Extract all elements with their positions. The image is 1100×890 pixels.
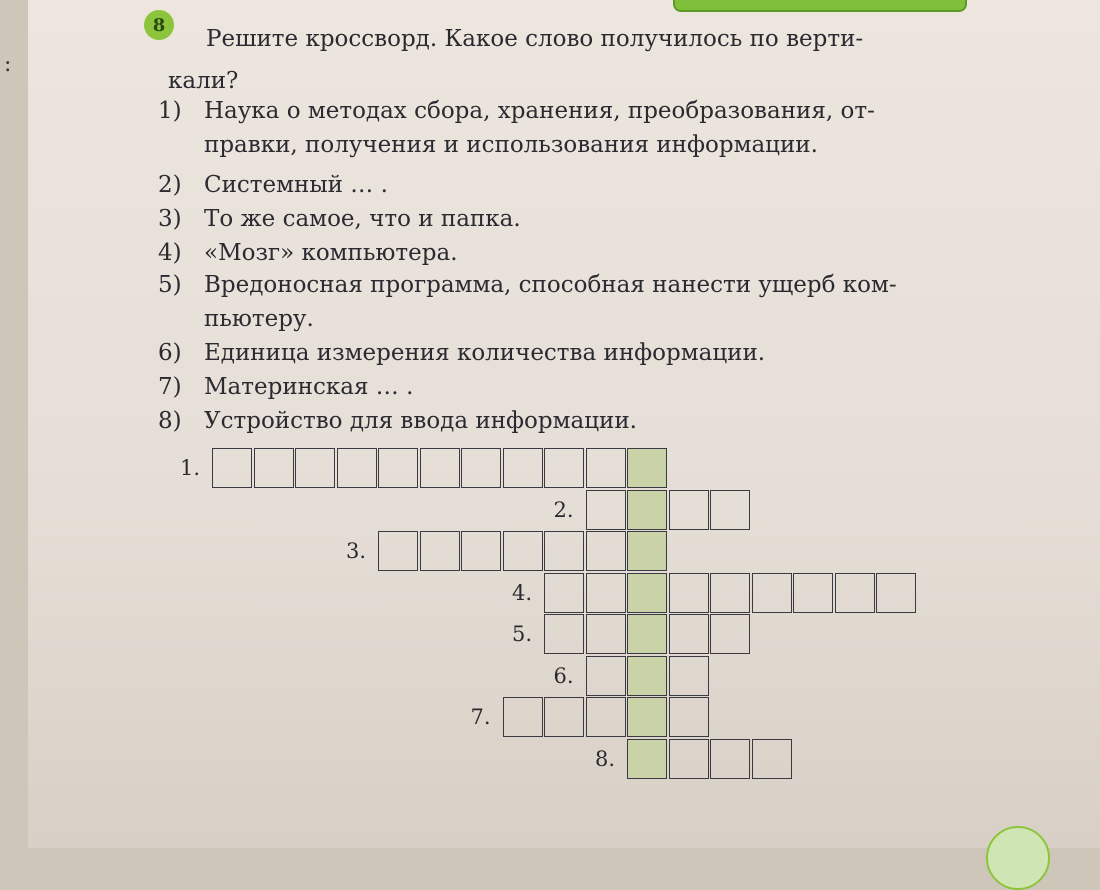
clue-number: 7) (158, 374, 182, 400)
crossword-cell[interactable] (503, 697, 543, 737)
crossword-cell[interactable] (752, 573, 792, 613)
crossword-cell[interactable] (835, 573, 875, 613)
crossword-key-cell[interactable] (627, 697, 667, 737)
clue-text: Системный … . (204, 172, 388, 198)
crossword-cell[interactable] (669, 490, 709, 530)
crossword-cell[interactable] (669, 573, 709, 613)
crossword-cell[interactable] (544, 614, 584, 654)
task-title-line-2: кали? (168, 68, 239, 94)
crossword-key-cell[interactable] (627, 656, 667, 696)
page-corner-decoration (986, 826, 1050, 890)
row-label: 6. (553, 663, 574, 688)
clue-text: Наука о методах сбора, хранения, преобразования, от- (204, 98, 875, 124)
clue-text: Материнская … . (204, 374, 414, 400)
crossword-key-cell[interactable] (627, 531, 667, 571)
crossword-cell[interactable] (586, 448, 626, 488)
row-label: 2. (553, 497, 574, 522)
textbook-page (28, 0, 1100, 848)
crossword-cell[interactable] (212, 448, 252, 488)
crossword-cell[interactable] (669, 656, 709, 696)
crossword-cell[interactable] (669, 614, 709, 654)
crossword-cell[interactable] (710, 739, 750, 779)
header-bar (673, 0, 967, 12)
crossword-cell[interactable] (420, 448, 460, 488)
row-label: 8. (595, 746, 616, 771)
crossword-key-cell[interactable] (627, 448, 667, 488)
crossword-key-cell[interactable] (627, 573, 667, 613)
crossword-cell[interactable] (876, 573, 916, 613)
crossword-cell[interactable] (710, 614, 750, 654)
clue-text: «Мозг» компьютера. (204, 240, 458, 266)
crossword-cell[interactable] (461, 531, 501, 571)
row-label: 1. (180, 456, 201, 480)
crossword-cell[interactable] (544, 531, 584, 571)
crossword-cell[interactable] (586, 697, 626, 737)
crossword-cell[interactable] (254, 448, 294, 488)
crossword-cell[interactable] (669, 697, 709, 737)
crossword-cell[interactable] (710, 490, 750, 530)
row-label: 4. (512, 580, 533, 605)
row-label: 5. (512, 622, 533, 646)
crossword-cell[interactable] (586, 490, 626, 530)
clue-number: 2) (158, 172, 182, 198)
crossword-cell[interactable] (544, 697, 584, 737)
clue-text: правки, получения и использования информации. (204, 132, 818, 158)
task-title-line-1: Решите кроссворд. Какое слово получилось по верти- (206, 26, 864, 52)
crossword-cell[interactable] (503, 448, 543, 488)
crossword-cell[interactable] (586, 656, 626, 696)
task-number-badge: 8 (144, 10, 174, 40)
crossword-cell[interactable] (461, 448, 501, 488)
crossword-cell[interactable] (669, 739, 709, 779)
crossword-cell[interactable] (503, 531, 543, 571)
crossword-cell[interactable] (420, 531, 460, 571)
clue-text: Устройство для ввода информации. (204, 408, 637, 434)
clue-number: 3) (158, 206, 182, 232)
crossword-key-cell[interactable] (627, 614, 667, 654)
crossword-cell[interactable] (586, 531, 626, 571)
clue-text: пьютеру. (204, 306, 314, 332)
row-label: 7. (470, 705, 491, 729)
crossword-cell[interactable] (295, 448, 335, 488)
crossword-cell[interactable] (544, 448, 584, 488)
crossword-cell[interactable] (752, 739, 792, 779)
crossword-cell[interactable] (710, 573, 750, 613)
clue-number: 6) (158, 340, 182, 366)
crossword-cell[interactable] (378, 531, 418, 571)
clue-number: 1) (158, 98, 182, 124)
clue-text: Единица измерения количества информации. (204, 340, 766, 366)
crossword-key-cell[interactable] (627, 490, 667, 530)
crossword-cell[interactable] (586, 573, 626, 613)
crossword-cell[interactable] (586, 614, 626, 654)
clue-text: Вредоносная программа, способная нанести ущерб ком- (204, 272, 897, 298)
crossword-key-cell[interactable] (627, 739, 667, 779)
margin-mark: : (4, 52, 12, 77)
clue-number: 4) (158, 240, 182, 266)
clue-number: 5) (158, 272, 182, 298)
row-label: 3. (346, 539, 367, 563)
crossword-cell[interactable] (337, 448, 377, 488)
clue-number: 8) (158, 408, 182, 434)
crossword-cell[interactable] (378, 448, 418, 488)
crossword-cell[interactable] (544, 573, 584, 613)
clue-text: То же самое, что и папка. (204, 206, 521, 232)
crossword-cell[interactable] (793, 573, 833, 613)
